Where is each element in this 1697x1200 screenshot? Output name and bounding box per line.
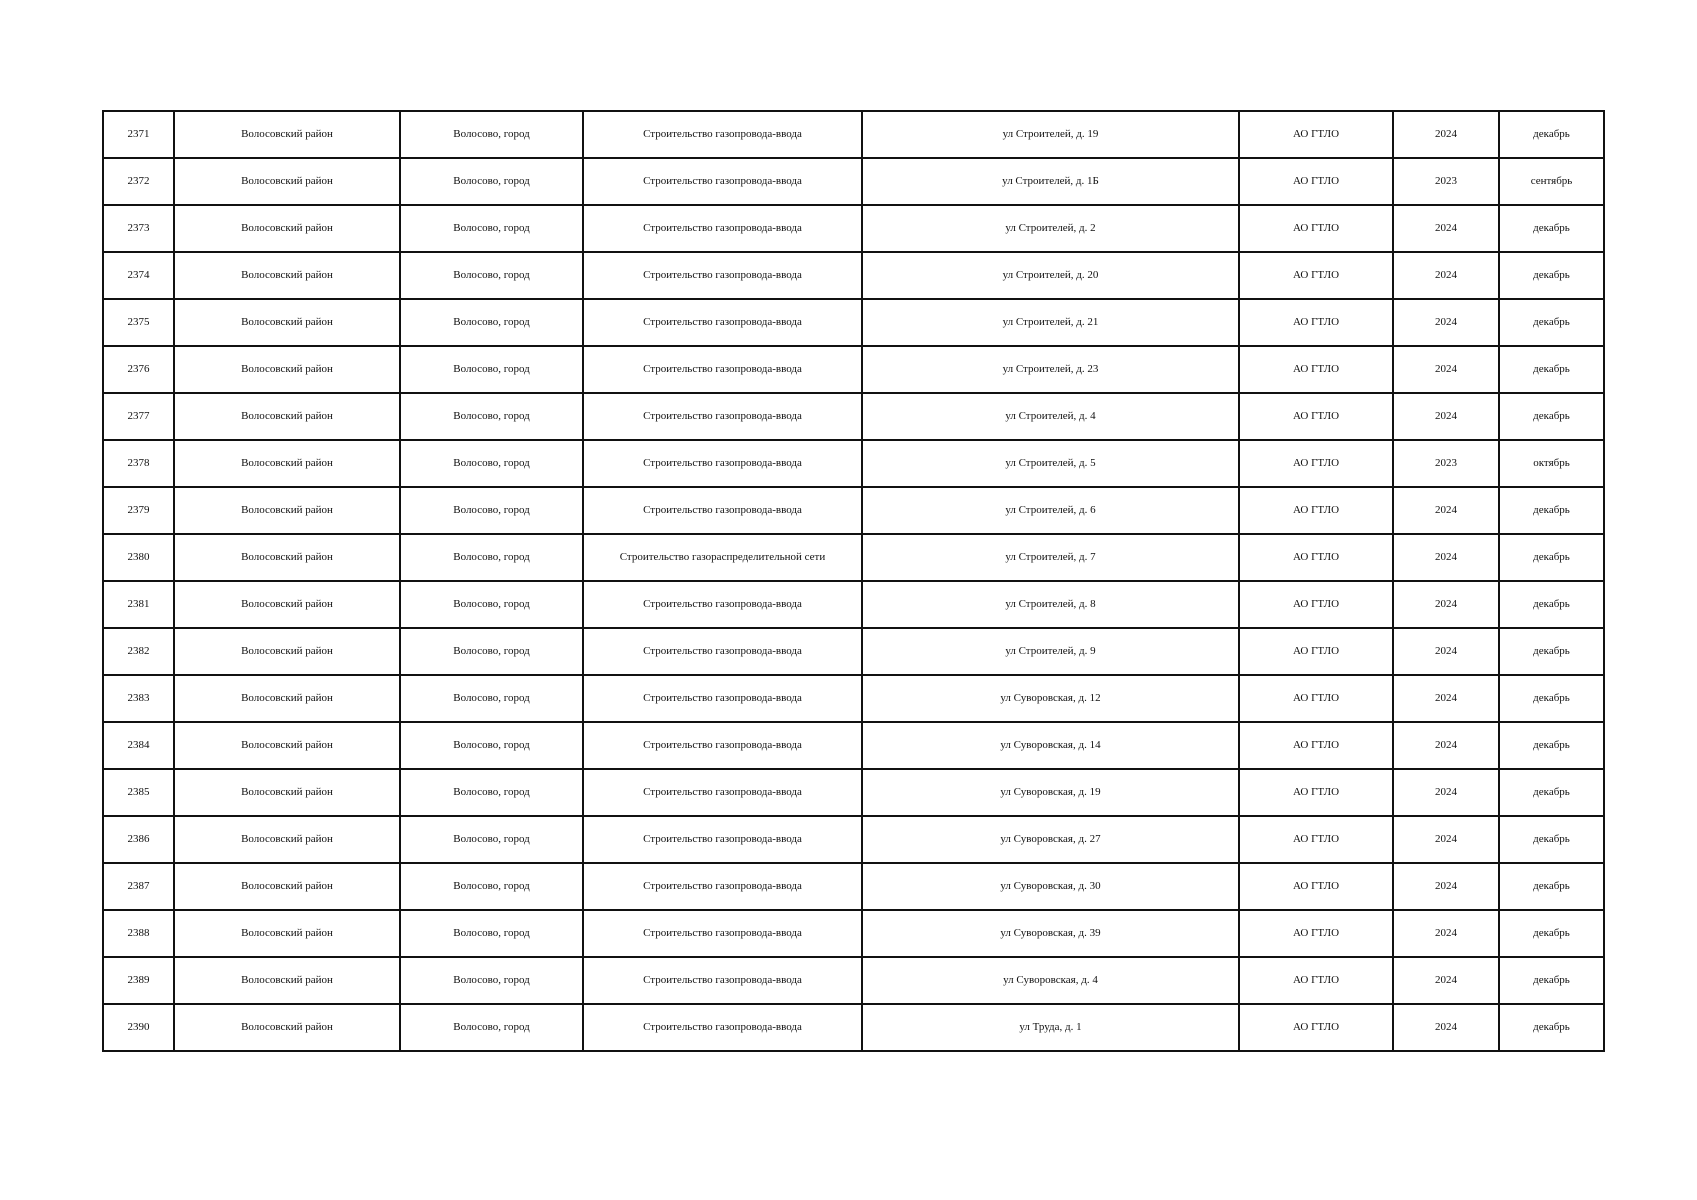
- table-row: [103, 581, 1604, 628]
- month-cell: октябрь: [1499, 440, 1604, 487]
- table-row: [103, 722, 1604, 769]
- organization-cell: АО ГТЛО: [1239, 158, 1393, 205]
- row-number-cell: 2384: [103, 722, 174, 769]
- organization-cell: АО ГТЛО: [1239, 816, 1393, 863]
- organization-cell: АО ГТЛО: [1239, 440, 1393, 487]
- year-cell: 2024: [1393, 863, 1499, 910]
- month-cell: декабрь: [1499, 252, 1604, 299]
- month-cell: декабрь: [1499, 581, 1604, 628]
- organization-cell: АО ГТЛО: [1239, 111, 1393, 158]
- year-cell: 2024: [1393, 487, 1499, 534]
- row-number-cell: 2372: [103, 158, 174, 205]
- month-cell: декабрь: [1499, 299, 1604, 346]
- month-cell: декабрь: [1499, 863, 1604, 910]
- row-number-cell: 2388: [103, 910, 174, 957]
- organization-cell: АО ГТЛО: [1239, 628, 1393, 675]
- locality-cell: Волосово, город: [400, 769, 583, 816]
- table-row: [103, 252, 1604, 299]
- work-type-cell: Строительство газопровода-ввода: [583, 675, 862, 722]
- district-cell: Волосовский район: [174, 957, 400, 1004]
- address-cell: ул Строителей, д. 23: [862, 346, 1239, 393]
- district-cell: Волосовский район: [174, 252, 400, 299]
- table-row: [103, 487, 1604, 534]
- district-cell: Волосовский район: [174, 299, 400, 346]
- gas-pipeline-table: [102, 110, 1605, 1052]
- work-type-cell: Строительство газопровода-ввода: [583, 581, 862, 628]
- work-type-cell: Строительство газопровода-ввода: [583, 722, 862, 769]
- row-number-cell: 2373: [103, 205, 174, 252]
- year-cell: 2024: [1393, 628, 1499, 675]
- address-cell: ул Суворовская, д. 12: [862, 675, 1239, 722]
- table-row: [103, 440, 1604, 487]
- district-cell: Волосовский район: [174, 863, 400, 910]
- organization-cell: АО ГТЛО: [1239, 534, 1393, 581]
- work-type-cell: Строительство газораспределительной сети: [583, 534, 862, 581]
- work-type-cell: Строительство газопровода-ввода: [583, 957, 862, 1004]
- year-cell: 2024: [1393, 534, 1499, 581]
- address-cell: ул Суворовская, д. 27: [862, 816, 1239, 863]
- organization-cell: АО ГТЛО: [1239, 910, 1393, 957]
- locality-cell: Волосово, город: [400, 1004, 583, 1051]
- locality-cell: Волосово, город: [400, 863, 583, 910]
- district-cell: Волосовский район: [174, 111, 400, 158]
- locality-cell: Волосово, город: [400, 534, 583, 581]
- year-cell: 2024: [1393, 769, 1499, 816]
- year-cell: 2024: [1393, 910, 1499, 957]
- table-row: [103, 628, 1604, 675]
- work-type-cell: Строительство газопровода-ввода: [583, 346, 862, 393]
- organization-cell: АО ГТЛО: [1239, 299, 1393, 346]
- work-type-cell: Строительство газопровода-ввода: [583, 299, 862, 346]
- locality-cell: Волосово, город: [400, 816, 583, 863]
- work-type-cell: Строительство газопровода-ввода: [583, 252, 862, 299]
- month-cell: сентябрь: [1499, 158, 1604, 205]
- locality-cell: Волосово, город: [400, 487, 583, 534]
- year-cell: 2024: [1393, 581, 1499, 628]
- row-number-cell: 2377: [103, 393, 174, 440]
- year-cell: 2024: [1393, 346, 1499, 393]
- month-cell: декабрь: [1499, 769, 1604, 816]
- locality-cell: Волосово, город: [400, 111, 583, 158]
- work-type-cell: Строительство газопровода-ввода: [583, 769, 862, 816]
- district-cell: Волосовский район: [174, 534, 400, 581]
- month-cell: декабрь: [1499, 910, 1604, 957]
- locality-cell: Волосово, город: [400, 158, 583, 205]
- address-cell: ул Строителей, д. 4: [862, 393, 1239, 440]
- table-row: [103, 205, 1604, 252]
- locality-cell: Волосово, город: [400, 722, 583, 769]
- locality-cell: Волосово, город: [400, 252, 583, 299]
- organization-cell: АО ГТЛО: [1239, 252, 1393, 299]
- work-type-cell: Строительство газопровода-ввода: [583, 440, 862, 487]
- district-cell: Волосовский район: [174, 440, 400, 487]
- year-cell: 2024: [1393, 957, 1499, 1004]
- organization-cell: АО ГТЛО: [1239, 205, 1393, 252]
- table-row: [103, 1004, 1604, 1051]
- address-cell: ул Строителей, д. 19: [862, 111, 1239, 158]
- locality-cell: Волосово, город: [400, 675, 583, 722]
- table-row: [103, 346, 1604, 393]
- district-cell: Волосовский район: [174, 487, 400, 534]
- address-cell: ул Суворовская, д. 30: [862, 863, 1239, 910]
- organization-cell: АО ГТЛО: [1239, 863, 1393, 910]
- year-cell: 2024: [1393, 393, 1499, 440]
- row-number-cell: 2386: [103, 816, 174, 863]
- month-cell: декабрь: [1499, 1004, 1604, 1051]
- district-cell: Волосовский район: [174, 1004, 400, 1051]
- locality-cell: Волосово, город: [400, 581, 583, 628]
- work-type-cell: Строительство газопровода-ввода: [583, 158, 862, 205]
- work-type-cell: Строительство газопровода-ввода: [583, 205, 862, 252]
- organization-cell: АО ГТЛО: [1239, 346, 1393, 393]
- locality-cell: Волосово, город: [400, 957, 583, 1004]
- year-cell: 2024: [1393, 1004, 1499, 1051]
- row-number-cell: 2383: [103, 675, 174, 722]
- address-cell: ул Строителей, д. 2: [862, 205, 1239, 252]
- organization-cell: АО ГТЛО: [1239, 1004, 1393, 1051]
- month-cell: декабрь: [1499, 346, 1604, 393]
- organization-cell: АО ГТЛО: [1239, 722, 1393, 769]
- month-cell: декабрь: [1499, 675, 1604, 722]
- locality-cell: Волосово, город: [400, 440, 583, 487]
- address-cell: ул Строителей, д. 8: [862, 581, 1239, 628]
- row-number-cell: 2381: [103, 581, 174, 628]
- district-cell: Волосовский район: [174, 628, 400, 675]
- work-type-cell: Строительство газопровода-ввода: [583, 1004, 862, 1051]
- address-cell: ул Строителей, д. 20: [862, 252, 1239, 299]
- district-cell: Волосовский район: [174, 205, 400, 252]
- address-cell: ул Суворовская, д. 39: [862, 910, 1239, 957]
- year-cell: 2024: [1393, 252, 1499, 299]
- work-type-cell: Строительство газопровода-ввода: [583, 910, 862, 957]
- table-row: [103, 393, 1604, 440]
- locality-cell: Волосово, город: [400, 910, 583, 957]
- address-cell: ул Строителей, д. 9: [862, 628, 1239, 675]
- organization-cell: АО ГТЛО: [1239, 393, 1393, 440]
- locality-cell: Волосово, город: [400, 628, 583, 675]
- row-number-cell: 2390: [103, 1004, 174, 1051]
- address-cell: ул Суворовская, д. 19: [862, 769, 1239, 816]
- table-row: [103, 957, 1604, 1004]
- month-cell: декабрь: [1499, 722, 1604, 769]
- table-row: [103, 675, 1604, 722]
- locality-cell: Волосово, город: [400, 299, 583, 346]
- district-cell: Волосовский район: [174, 722, 400, 769]
- organization-cell: АО ГТЛО: [1239, 675, 1393, 722]
- year-cell: 2024: [1393, 205, 1499, 252]
- row-number-cell: 2389: [103, 957, 174, 1004]
- year-cell: 2024: [1393, 816, 1499, 863]
- organization-cell: АО ГТЛО: [1239, 487, 1393, 534]
- organization-cell: АО ГТЛО: [1239, 769, 1393, 816]
- table-row: [103, 299, 1604, 346]
- table-body: [103, 111, 1604, 1051]
- district-cell: Волосовский район: [174, 769, 400, 816]
- address-cell: ул Труда, д. 1: [862, 1004, 1239, 1051]
- table-row: [103, 769, 1604, 816]
- year-cell: 2024: [1393, 722, 1499, 769]
- address-cell: ул Суворовская, д. 14: [862, 722, 1239, 769]
- row-number-cell: 2382: [103, 628, 174, 675]
- row-number-cell: 2376: [103, 346, 174, 393]
- year-cell: 2023: [1393, 440, 1499, 487]
- work-type-cell: Строительство газопровода-ввода: [583, 863, 862, 910]
- month-cell: декабрь: [1499, 816, 1604, 863]
- district-cell: Волосовский район: [174, 393, 400, 440]
- year-cell: 2024: [1393, 111, 1499, 158]
- work-type-cell: Строительство газопровода-ввода: [583, 393, 862, 440]
- district-cell: Волосовский район: [174, 816, 400, 863]
- locality-cell: Волосово, город: [400, 205, 583, 252]
- table-row: [103, 910, 1604, 957]
- district-cell: Волосовский район: [174, 910, 400, 957]
- address-cell: ул Строителей, д. 1Б: [862, 158, 1239, 205]
- row-number-cell: 2385: [103, 769, 174, 816]
- month-cell: декабрь: [1499, 205, 1604, 252]
- year-cell: 2024: [1393, 675, 1499, 722]
- district-cell: Волосовский район: [174, 346, 400, 393]
- month-cell: декабрь: [1499, 534, 1604, 581]
- locality-cell: Волосово, город: [400, 393, 583, 440]
- row-number-cell: 2374: [103, 252, 174, 299]
- month-cell: декабрь: [1499, 111, 1604, 158]
- work-type-cell: Строительство газопровода-ввода: [583, 628, 862, 675]
- work-type-cell: Строительство газопровода-ввода: [583, 111, 862, 158]
- table-row: [103, 816, 1604, 863]
- row-number-cell: 2387: [103, 863, 174, 910]
- row-number-cell: 2371: [103, 111, 174, 158]
- district-cell: Волосовский район: [174, 675, 400, 722]
- year-cell: 2024: [1393, 299, 1499, 346]
- organization-cell: АО ГТЛО: [1239, 957, 1393, 1004]
- organization-cell: АО ГТЛО: [1239, 581, 1393, 628]
- work-type-cell: Строительство газопровода-ввода: [583, 816, 862, 863]
- table-row: [103, 534, 1604, 581]
- row-number-cell: 2379: [103, 487, 174, 534]
- month-cell: декабрь: [1499, 393, 1604, 440]
- month-cell: декабрь: [1499, 487, 1604, 534]
- year-cell: 2023: [1393, 158, 1499, 205]
- district-cell: Волосовский район: [174, 581, 400, 628]
- row-number-cell: 2378: [103, 440, 174, 487]
- district-cell: Волосовский район: [174, 158, 400, 205]
- table-row: [103, 863, 1604, 910]
- address-cell: ул Строителей, д. 7: [862, 534, 1239, 581]
- table-row: [103, 111, 1604, 158]
- locality-cell: Волосово, город: [400, 346, 583, 393]
- work-type-cell: Строительство газопровода-ввода: [583, 487, 862, 534]
- row-number-cell: 2380: [103, 534, 174, 581]
- address-cell: ул Строителей, д. 21: [862, 299, 1239, 346]
- month-cell: декабрь: [1499, 628, 1604, 675]
- month-cell: декабрь: [1499, 957, 1604, 1004]
- address-cell: ул Строителей, д. 6: [862, 487, 1239, 534]
- address-cell: ул Строителей, д. 5: [862, 440, 1239, 487]
- table-row: [103, 158, 1604, 205]
- address-cell: ул Суворовская, д. 4: [862, 957, 1239, 1004]
- row-number-cell: 2375: [103, 299, 174, 346]
